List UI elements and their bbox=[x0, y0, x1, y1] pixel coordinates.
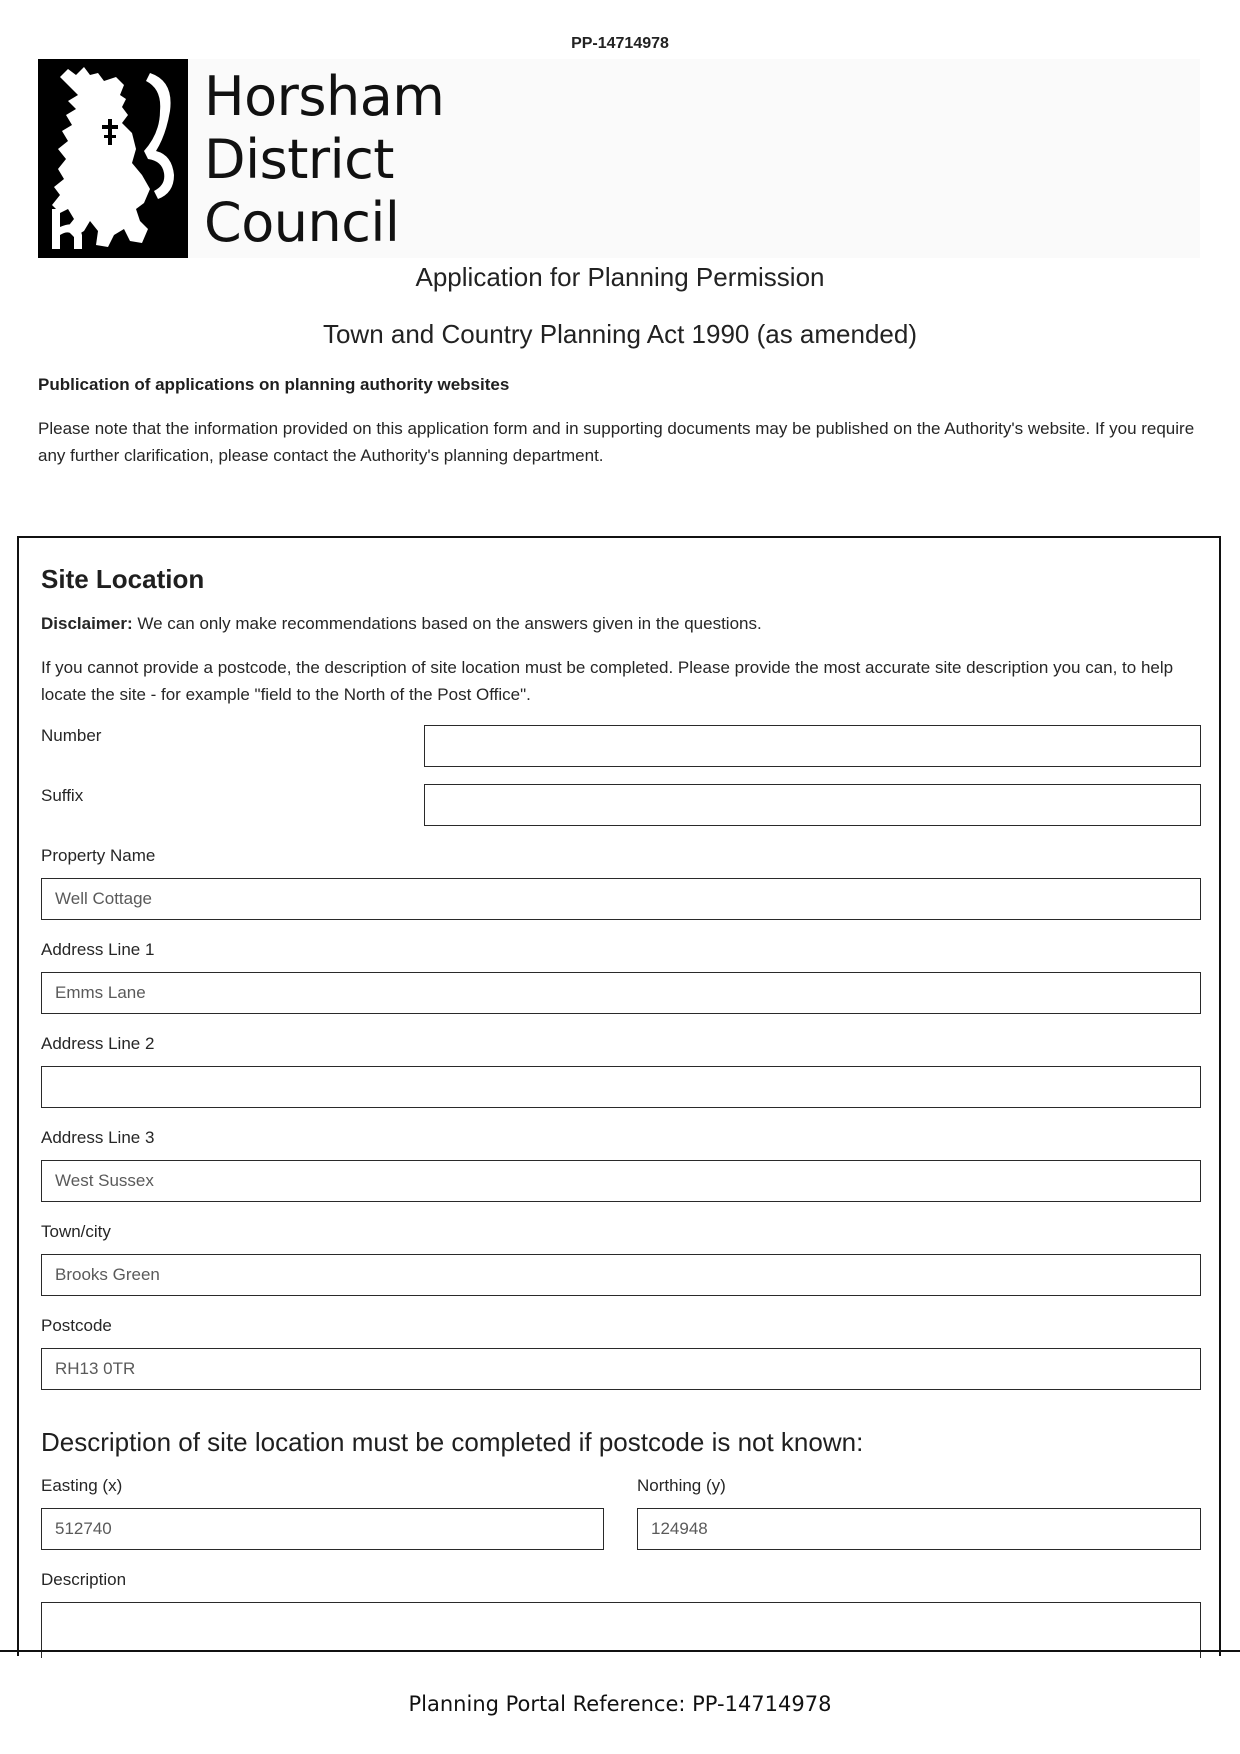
description-label: Description bbox=[41, 1570, 127, 1589]
address-line-2-label: Address Line 2 bbox=[41, 1034, 155, 1053]
suffix-label: Suffix bbox=[41, 786, 84, 805]
council-name-line: Horsham bbox=[204, 65, 445, 128]
postcode-label: Postcode bbox=[41, 1316, 112, 1335]
northing-label: Northing (y) bbox=[637, 1476, 726, 1495]
number-label: Number bbox=[41, 726, 102, 745]
property-name-field[interactable]: Well Cottage bbox=[41, 878, 1201, 920]
property-name-label: Property Name bbox=[41, 846, 156, 865]
council-name-line: Council bbox=[204, 191, 400, 254]
lion-crest-icon bbox=[38, 59, 188, 258]
address-line-1-label: Address Line 1 bbox=[41, 940, 155, 959]
easting-label: Easting (x) bbox=[41, 1476, 123, 1495]
council-logo-banner bbox=[38, 59, 1200, 258]
address-line-2-field[interactable] bbox=[41, 1066, 1201, 1108]
postcode-field[interactable]: RH13 0TR bbox=[41, 1348, 1201, 1390]
footer-reference: Planning Portal Reference: PP-14714978 bbox=[408, 1692, 832, 1716]
town-city-field[interactable]: Brooks Green bbox=[41, 1254, 1201, 1296]
publication-text: Please note that the information provided on this application form and in supporting documents may be published on the Authority's website. If you require any further clarification, please contact the Authority's planning department. bbox=[38, 419, 1195, 465]
council-name bbox=[204, 65, 444, 254]
disclaimer-text: We can only make recommendations based on the answers given in the questions. bbox=[132, 614, 762, 633]
council-name-line: District bbox=[204, 128, 394, 191]
page-divider bbox=[0, 1650, 1240, 1652]
address-line-3-field[interactable]: West Sussex bbox=[41, 1160, 1201, 1202]
site-location-section bbox=[17, 536, 1221, 1656]
suffix-field[interactable] bbox=[424, 784, 1201, 826]
publication-heading: Publication of applications on planning authority websites bbox=[38, 375, 510, 394]
town-city-label: Town/city bbox=[41, 1222, 111, 1241]
reference-number: PP-14714978 bbox=[571, 35, 669, 52]
northing-field[interactable]: 124948 bbox=[637, 1508, 1201, 1550]
disclaimer bbox=[41, 610, 1201, 637]
number-field[interactable] bbox=[424, 725, 1201, 767]
easting-field[interactable]: 512740 bbox=[41, 1508, 604, 1550]
address-line-1-field[interactable]: Emms Lane bbox=[41, 972, 1201, 1014]
disclaimer-label: Disclaimer: bbox=[41, 614, 133, 633]
site-location-instructions: If you cannot provide a postcode, the description of site location must be completed. Please provide the most accurate site description you can, to help locate the site - for example "field to the North of the Post Office". bbox=[41, 658, 1174, 704]
description-heading: Description of site location must be completed if postcode is not known: bbox=[41, 1427, 864, 1457]
page-subtitle: Town and Country Planning Act 1990 (as amended) bbox=[322, 319, 918, 349]
page-title: Application for Planning Permission bbox=[415, 262, 825, 292]
address-line-3-label: Address Line 3 bbox=[41, 1128, 155, 1147]
section-title: Site Location bbox=[41, 564, 205, 594]
